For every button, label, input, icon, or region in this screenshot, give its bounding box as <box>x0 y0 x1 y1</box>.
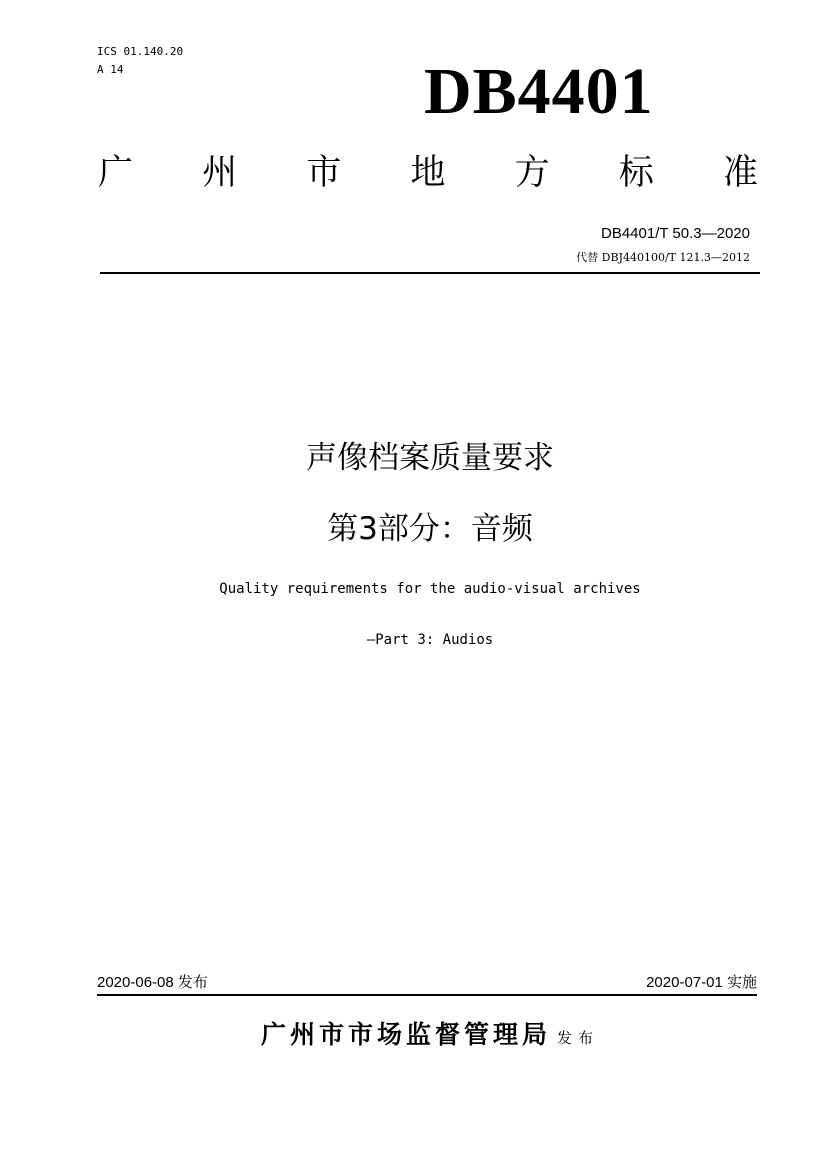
standard-type-char: 州 <box>202 153 238 193</box>
ics-code: ICS 01.140.20 <box>97 45 184 58</box>
document-title-cn: 声像档案质量要求 <box>306 440 554 476</box>
replaced-standard: 代替 DBJ440100/T 121.3—2012 <box>576 251 750 264</box>
standard-logo: DB4401 <box>424 55 654 128</box>
classification-codes <box>97 43 183 79</box>
standard-type-char: 标 <box>618 153 654 193</box>
publish-date: 2020-06-08 发布 <box>97 974 208 991</box>
standard-type-char: 方 <box>514 153 550 193</box>
standard-type-title <box>98 148 758 198</box>
standard-number: DB4401/T 50.3—2020 <box>601 225 750 242</box>
header-divider <box>100 272 760 274</box>
date-row <box>97 972 757 994</box>
standard-type-char: 市 <box>306 153 342 193</box>
issuer-name: 广州市市场监督管理局 <box>260 1020 551 1049</box>
document-title-en: Quality requirements for the audio-visual archives <box>219 581 641 597</box>
issuer-line <box>0 1017 815 1056</box>
footer-divider <box>97 994 757 996</box>
ccs-code: A 14 <box>97 63 124 76</box>
standard-type-char: 准 <box>722 153 758 193</box>
document-subtitle-cn: 第3部分：音频 <box>327 511 533 547</box>
standard-type-char: 广 <box>98 153 134 193</box>
document-subtitle-en: —Part 3: Audios <box>366 632 494 648</box>
standard-type-char: 地 <box>410 153 446 193</box>
issuer-suffix: 发布 <box>557 1029 600 1047</box>
implement-date: 2020-07-01 实施 <box>646 974 757 991</box>
